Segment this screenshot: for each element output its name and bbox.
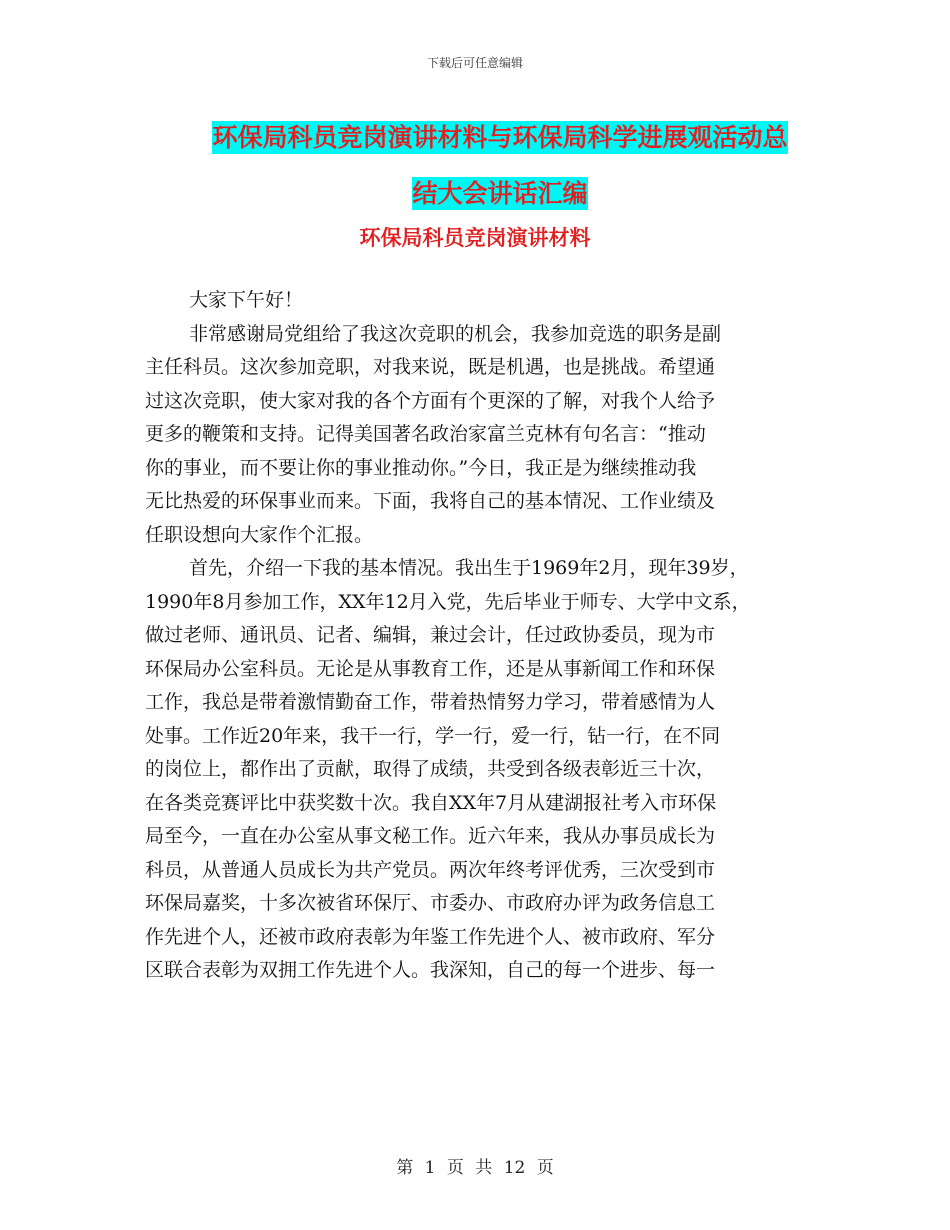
paragraph-line: 更多的鞭策和支持。记得美国著名政治家富兰克林有句名言：“推动 bbox=[145, 423, 706, 445]
paragraph-line: 过这次竞职，使大家对我的各个方面有个更深的了解，对我个人给予 bbox=[145, 389, 716, 412]
paragraph-line: 的岗位上，都作出了贡献，取得了成绩，共受到各级表彰近三十次， bbox=[145, 758, 716, 780]
paragraph-line: 局至今，一直在办公室从事文秘工作。近六年来，我从办事员成长为 bbox=[145, 825, 716, 847]
paragraph-line: 处事。工作近20年来，我干一行，学一行，爱一行，钻一行，在不同 bbox=[145, 724, 721, 747]
title-line-1: 环保局科员竞岗演讲材料与环保局科学进展观活动总 bbox=[212, 123, 788, 152]
header-note: 下载后可任意编辑 bbox=[426, 56, 523, 70]
paragraph-line: 工作，我总是带着激情勤奋工作，带着热情努力学习，带着感情为人 bbox=[145, 691, 716, 713]
paragraph-line: 非常感谢局党组给了我这次竞职的机会，我参加竞选的职务是副 bbox=[189, 322, 722, 345]
paragraph-line: 作先进个人，还被市政府表彰为年鉴工作先进个人、被市政府、军分 bbox=[145, 925, 716, 948]
paragraph-line: 做过老师、通讯员、记者、编辑，兼过会计，任过政协委员，现为市 bbox=[145, 624, 716, 646]
paragraph-line: 首先，介绍一下我的基本情况。我出生于1969年2月，现年39岁， bbox=[189, 557, 749, 579]
body-text bbox=[145, 284, 845, 988]
paragraph-line: 科员，从普通人员成长为共产党员。两次年终考评优秀，三次受到市 bbox=[145, 858, 716, 881]
document-title bbox=[170, 110, 830, 222]
paragraph-line: 1990年8月参加工作，XX年12月入党，先后毕业于师专、大学中文系， bbox=[145, 590, 751, 613]
paragraph-line: 你的事业，而不要让你的事业推动你。”今日，我正是为继续推动我 bbox=[145, 456, 697, 479]
paragraph-line: 区联合表彰为双拥工作先进个人。我深知，自己的每一个进步、每一 bbox=[145, 959, 716, 981]
paragraph-line: 环保局嘉奖，十多次被省环保厅、市委办、市政府办评为政务信息工 bbox=[145, 892, 716, 914]
paragraph-line: 在各类竞赛评比中获奖数十次。我自XX年7月从建湖报社考入市环保 bbox=[145, 791, 717, 814]
page-footer: 第 1 页 共 12 页 bbox=[396, 1158, 554, 1178]
paragraph-line: 环保局办公室科员。无论是从事教育工作，还是从事新闻工作和环保 bbox=[145, 657, 716, 680]
paragraph-line: 无比热爱的环保事业而来。下面，我将自己的基本情况、工作业绩及 bbox=[145, 490, 716, 512]
section-title: 环保局科员竞岗演讲材料 bbox=[359, 226, 591, 250]
paragraph-line: 大家下午好！ bbox=[189, 289, 304, 311]
paragraph-line: 任职设想向大家作个汇报。 bbox=[145, 523, 374, 546]
title-line-2: 结大会讲话汇编 bbox=[412, 179, 588, 208]
paragraph-line: 主任科员。这次参加竞职，对我来说，既是机遇，也是挑战。希望通 bbox=[145, 356, 716, 378]
